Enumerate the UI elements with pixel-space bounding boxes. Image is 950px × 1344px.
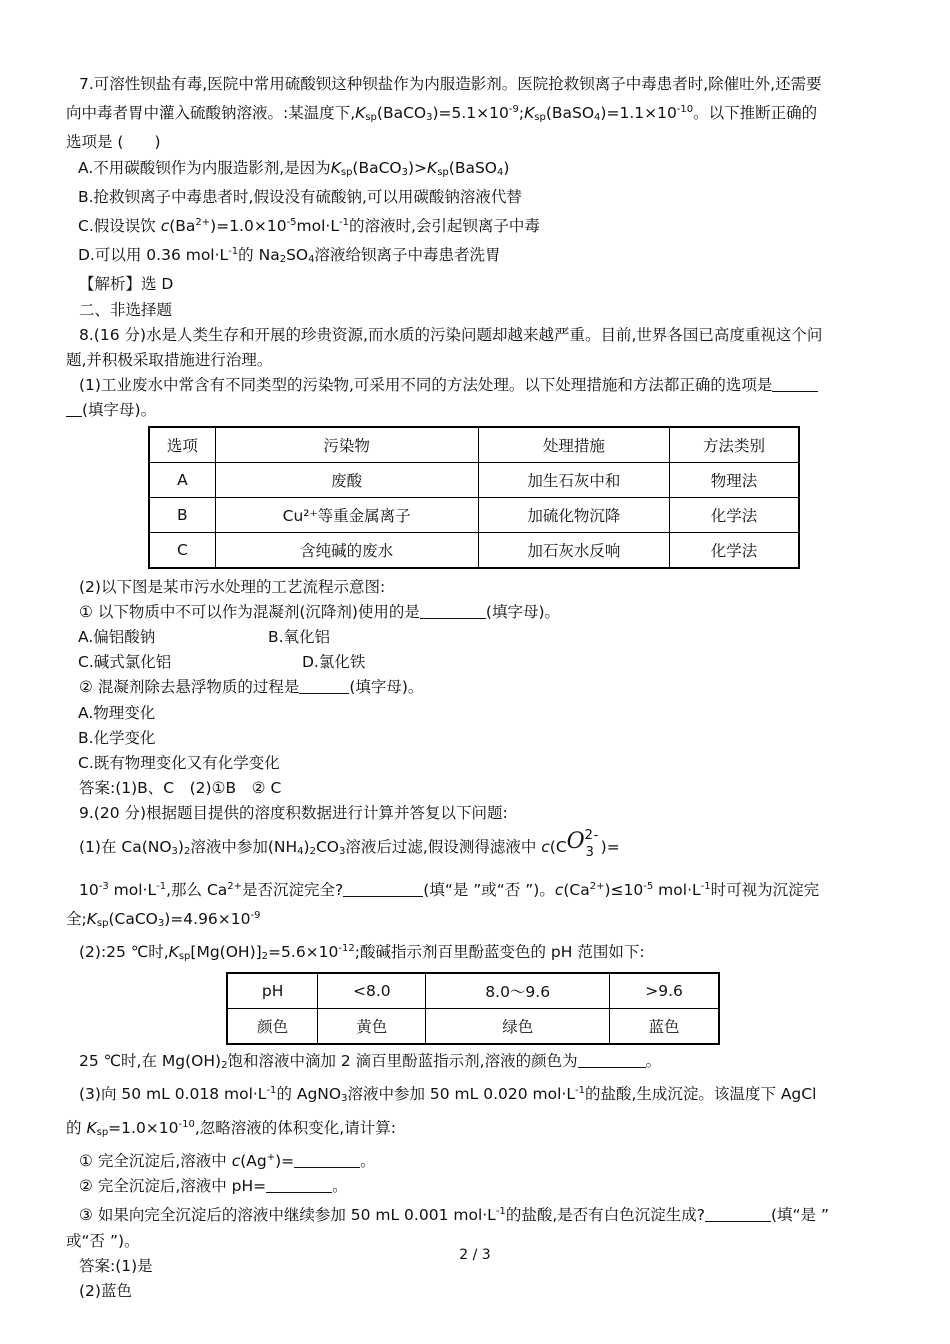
table-header-cell: 方法类别 xyxy=(670,427,799,463)
q7-analysis: 【解析】选 D xyxy=(79,275,174,294)
table-cell: 蓝色 xyxy=(610,1009,719,1045)
q7-option-c: C.假设误饮 $c(Ba^{2+})=1.0\times 10^{-5}mol\cdot L^{-1}$的溶液时,会引起钡离子中毒 xyxy=(78,217,540,236)
q7-option-b: B.抢救钡离子中毒患者时,假设没有硫酸钠,可以用碳酸钠溶液代替 xyxy=(78,187,522,206)
pollutant-treatment-table xyxy=(148,426,800,569)
q9-stem: 9.(20 分)根据题目提供的溶度积数据进行计算并答复以下问题: xyxy=(79,804,508,823)
q8-stem-line2: 题,并积极采取措施进行治理。 xyxy=(66,351,273,370)
q8-part2-q2: ② 混凝剂除去悬浮物质的过程是 (填字母)。 xyxy=(79,678,424,697)
q9-part3-q1: ① 完全沉淀后,溶液中 c(Ag+)= 。 xyxy=(79,1151,376,1170)
table-cell: A xyxy=(149,462,215,497)
q8-part1-line1: (1)工业废水中常含有不同类型的污染物,可采用不同的方法处理。以下处理措施和方法都正确的选项是 xyxy=(66,373,886,398)
q8-part2-q1: ① 以下物质中不可以作为混凝剂(沉降剂)使用的是 (填字母)。 xyxy=(79,602,561,621)
table-row xyxy=(227,1009,719,1045)
table-cell: 含纯碱的废水 xyxy=(215,532,478,568)
table-header-cell: 8.0～9.6 xyxy=(426,973,610,1009)
table-cell: 黄色 xyxy=(318,1009,426,1045)
table-header-cell: <8.0 xyxy=(318,973,426,1009)
answer-blank[interactable] xyxy=(294,1152,360,1168)
table-cell: Cu²⁺等重金属离子 xyxy=(215,497,478,532)
table-header-cell: 处理措施 xyxy=(478,427,670,463)
q9-part3-q3-line1: ③ 如果向完全沉淀后的溶液中继续参加 50 mL 0.001 $mol\cdot L^{-1}$的盐酸,是否有白色沉淀生成? (填“是 ” xyxy=(79,1206,830,1225)
answer-blank[interactable] xyxy=(66,401,82,417)
q9-part2: (2):25 ℃时$,K_{sp}[Mg(OH)]_2=5.6\times 10^{-12}$;酸碱指示剂百里酚蓝变色的 pH 范围如下: xyxy=(79,943,645,963)
q7-stem-line3: 选项是 ( ) xyxy=(66,133,161,152)
answer-blank[interactable] xyxy=(420,603,486,619)
answer-blank[interactable] xyxy=(578,1052,646,1068)
q8-q2-option-c: C.既有物理变化又有化学变化 xyxy=(78,754,280,773)
q9-part3-q2: ② 完全沉淀后,溶液中 pH= 。 xyxy=(79,1177,348,1196)
carbonate-ion-formula: O 2 - 3 xyxy=(566,827,599,860)
table-cell: C xyxy=(149,532,215,568)
q7-stem-line1: 7.可溶性钡盐有毒,医院中常用硫酸钡这种钡盐作为内服造影剂。医院抢救钡离子中毒患者时,除催吐外,还需要 xyxy=(79,75,822,93)
ph-indicator-table xyxy=(226,972,720,1045)
q7-stem-line2: 向中毒者胃中灌入硫酸钠溶液。:某温度下$,K_{sp}(BaCO_3)=5.1\times 10^{-9};K_{sp}(BaSO_4)=1.1\times 10^{-10}$。以下推断正确的 xyxy=(66,104,818,124)
table-row xyxy=(149,497,799,532)
q8-q1-options-ab: A.偏铝酸钠 B.氧化铝 xyxy=(78,628,331,647)
q8-answer: 答案:(1)B、C (2)①B ② C xyxy=(79,779,282,798)
answer-blank[interactable] xyxy=(705,1206,771,1222)
q9-part1-line1: (1)在 $Ca(NO_3)_2$溶液中参加$(NH_4)_2CO_3$溶液后过滤,假设测得滤液中 c(C O 2 - 3 )= xyxy=(79,827,620,860)
q8-q2-option-b: B.化学变化 xyxy=(78,728,156,747)
table-header-cell: 污染物 xyxy=(215,427,478,463)
q8-part2: (2)以下图是某市污水处理的工艺流程示意图: xyxy=(79,577,386,596)
q8-stem-line1: 8.(16 分)水是人类生存和开展的珍贵资源,而水质的污染问题却越来越严重。目前,世界各国已高度重视这个问 xyxy=(79,325,823,344)
q9-part1-line2: $10^{-3}$ $mol\cdot L^{-1}$,那么 $Ca^{2+}$是否沉淀完全? (填“是 ”或“否 ”)。$c(Ca^{2+})\le 10^{-5}$ $mol\cdot L^{-1}$时可视为沉淀完 xyxy=(79,880,820,899)
table-header-row xyxy=(227,973,719,1009)
q8-part1-line2: (填字母)。 xyxy=(66,398,886,423)
section-heading: 二、非选择题 xyxy=(79,300,173,319)
table-cell: 化学法 xyxy=(670,497,799,532)
table-header-row xyxy=(149,427,799,463)
answer-blank[interactable] xyxy=(299,678,349,694)
q9-answer-2: (2)蓝色 xyxy=(79,1281,132,1300)
table-cell: 物理法 xyxy=(670,462,799,497)
table-cell: 颜色 xyxy=(227,1009,318,1045)
table-row xyxy=(149,462,799,497)
table-row xyxy=(149,532,799,568)
answer-blank[interactable] xyxy=(266,1177,332,1193)
table-header-cell: 选项 xyxy=(149,427,215,463)
q9-answer-1: 答案:(1)是 xyxy=(79,1256,153,1275)
answer-blank[interactable] xyxy=(343,881,423,897)
q8-q2-option-a: A.物理变化 xyxy=(78,703,156,722)
table-cell: 加石灰水反响 xyxy=(478,532,670,568)
table-cell: B xyxy=(149,497,215,532)
q9-part2-line2: 25 ℃时,在 $Mg(OH)_2$饱和溶液中滴加 2 滴百里酚蓝指示剂,溶液的颜色为 。 xyxy=(79,1052,662,1072)
table-cell: 化学法 xyxy=(670,532,799,568)
q7-option-a: A.不用碳酸钡作为内服造影剂,是因为$K_{sp}(BaCO_3)>K_{sp}(BaSO_4)$ xyxy=(78,158,510,178)
table-cell: 废酸 xyxy=(215,462,478,497)
table-cell: 加生石灰中和 xyxy=(478,462,670,497)
q9-part3-q3-line2: 或“否 ”)。 xyxy=(66,1231,140,1250)
q9-part3-line2: 的 $K_{sp}=1.0\times 10^{-10}$,忽略溶液的体积变化,请计算: xyxy=(66,1118,396,1138)
document-page xyxy=(66,72,886,1304)
table-header-cell: pH xyxy=(227,973,318,1009)
q9-part1-line3: 全$;K_{sp}(CaCO_3)=4.96\times 10^{-9}$ xyxy=(66,909,261,929)
q7-option-d: D.可以用 0.36 $mol\cdot L^{-1}$的 $Na_2SO_4$溶液给钡离子中毒患者洗胃 xyxy=(78,246,501,266)
table-cell: 绿色 xyxy=(426,1009,610,1045)
answer-blank[interactable] xyxy=(772,376,818,392)
table-header-cell: >9.6 xyxy=(610,973,719,1009)
page-number: 2 / 3 xyxy=(459,1247,491,1263)
q9-part3-line1: (3)向 50 mL 0.018 $mol\cdot L^{-1}$的 AgNO$_3$溶液中参加 50 mL 0.020 $mol\cdot L^{-1}$的盐酸,生成沉淀。该温度下 AgCl xyxy=(79,1085,817,1105)
table-cell: 加硫化物沉降 xyxy=(478,497,670,532)
q8-q1-options-cd: C.碱式氯化铝 D.氯化铁 xyxy=(78,653,366,672)
